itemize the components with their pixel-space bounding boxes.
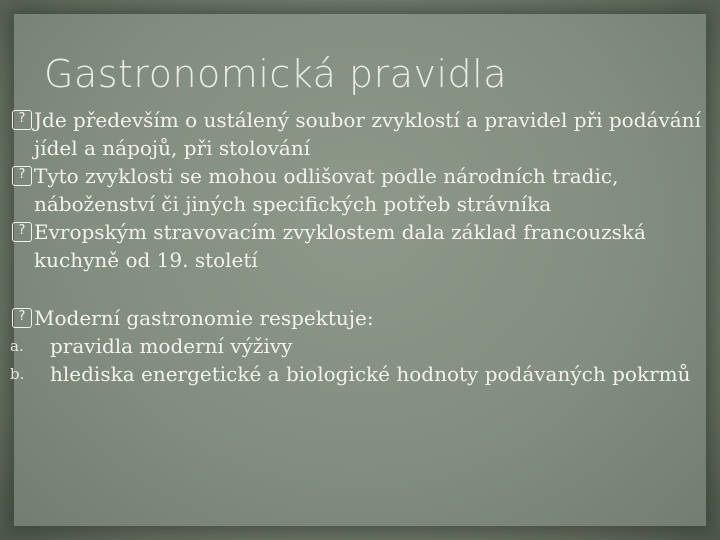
slide-content [12, 106, 712, 388]
sub-item-number: b. [10, 365, 25, 383]
bullet-item [12, 162, 712, 218]
bullet-text: Jde především o ustálený soubor zvyklostí a pravidel při podávání jídel a nápojů, při stolování [34, 108, 701, 160]
sub-item-number: a. [10, 337, 24, 355]
bullet-text: Moderní gastronomie respektuje: [34, 306, 374, 330]
bullet-icon: ? [12, 110, 32, 130]
bullet-item [12, 106, 712, 162]
sub-item [10, 332, 712, 360]
slide-title: Gastronomická pravidla [44, 52, 508, 96]
sub-item [10, 360, 712, 388]
bullet-text: Tyto zvyklosti se mohou odlišovat podle národních tradic, náboženství či jiných specifických potřeb strávníka [34, 164, 619, 216]
bullet-item [12, 218, 712, 274]
bullet-icon: ? [12, 222, 32, 242]
sub-item-text: hlediska energetické a biologické hodnoty podávaných pokrmů [50, 362, 691, 386]
sub-item-text: pravidla moderní výživy [50, 334, 293, 358]
bullet-item [12, 304, 712, 332]
bullet-icon: ? [12, 308, 32, 328]
bullet-text: Evropským stravovacím zvyklostem dala základ francouzská kuchyně od 19. století [34, 220, 646, 272]
bullet-icon: ? [12, 166, 32, 186]
